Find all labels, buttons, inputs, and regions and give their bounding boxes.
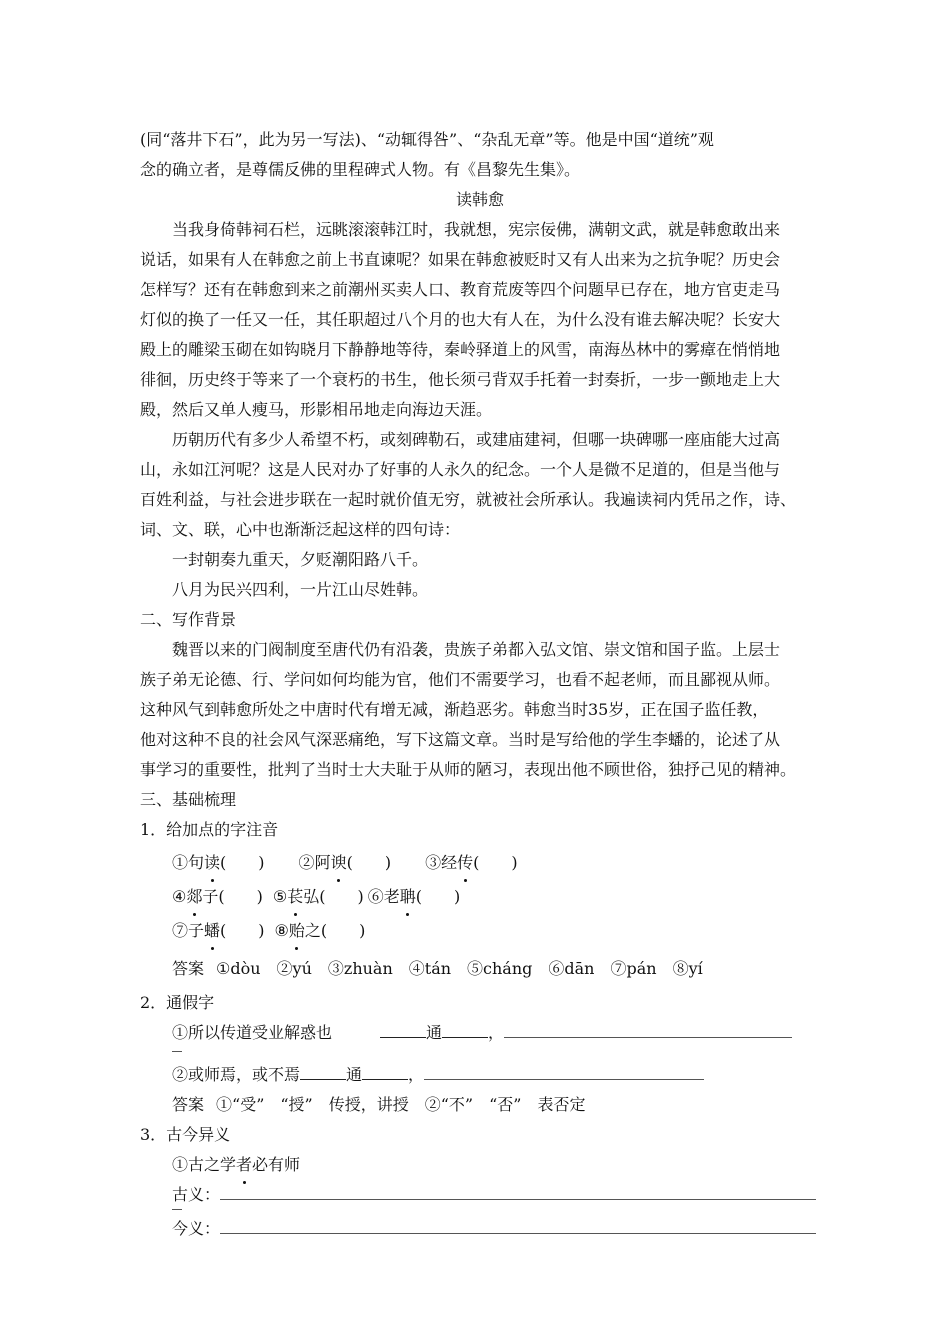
answer-label: 答案 xyxy=(172,959,205,978)
dotted-char: 苌 xyxy=(287,883,303,911)
dotted-char: 聃 xyxy=(400,883,416,911)
dotted-char: 谀 xyxy=(331,849,347,877)
essay-p1-line: 殿，然后又单人瘦马，形影相吊地走向海边天涯。 xyxy=(140,400,493,419)
answer-paren[interactable]: ( ) xyxy=(473,853,518,872)
pinyin-item: ⑤苌弘( ) xyxy=(273,887,364,906)
fill-blank[interactable] xyxy=(300,1061,346,1080)
dotted-char: 蟠 xyxy=(204,917,220,945)
fill-blank[interactable] xyxy=(380,1019,426,1038)
intro-line-2: 念的确立者，是尊儒反佛的里程碑式人物。有《昌黎先生集》。 xyxy=(140,160,581,179)
q2-item-1: ①所以传道受业解惑也 通 ， xyxy=(172,1019,792,1047)
pinyin-row-3 xyxy=(172,917,365,945)
q2-item-2: ②或师焉，或不焉 通 ， xyxy=(172,1061,704,1089)
answer-paren[interactable]: ( ) xyxy=(218,887,263,906)
poem-line-2: 八月为民兴四利，一片江山尽姓韩。 xyxy=(172,580,429,599)
ancient-meaning-rule[interactable] xyxy=(220,1181,816,1200)
pinyin-item: ⑥老聃( ) xyxy=(368,887,461,906)
background-line: 魏晋以来的门阀制度至唐代仍有沿袭，贵族子弟都入弘文馆、崇文馆和国子监。上层士 xyxy=(172,640,781,659)
pinyin-item: ③经传( ) xyxy=(425,853,518,872)
pinyin-row-2 xyxy=(172,883,460,911)
dotted-char: 读 xyxy=(204,849,220,877)
answer-paren[interactable]: ( ) xyxy=(220,853,265,872)
q3-item-1: ①古之学者必有师 xyxy=(172,1151,300,1179)
essay-title: 读韩愈 xyxy=(455,190,504,209)
answer-paren[interactable]: ( ) xyxy=(319,887,364,906)
pinyin-item: ⑦子蟠( ) xyxy=(172,921,265,940)
essay-p1-line: 说话，如果有人在韩愈之前上书直谏呢？如果在韩愈被贬时又有人出来为之抗争呢？历史会 xyxy=(140,250,781,269)
essay-p2-line: 山，永如江河呢？这是人民对办了好事的人永久的纪念。一个人是微不足道的，但是当他与 xyxy=(140,460,781,479)
background-line: 他对这种不良的社会风气深恶痛绝，写下这篇文章。当时是写给他的学生李蟠的，论述了从 xyxy=(140,730,781,749)
q2-title: 2．通假字 xyxy=(140,993,215,1012)
answer-label: 答案 xyxy=(172,1095,205,1114)
essay-p1-line: 当我身倚韩祠石栏，远眺滚滚韩江时，我就想，宪宗佞佛，满朝文武，就是韩愈敢出来 xyxy=(172,220,781,239)
fill-rule[interactable] xyxy=(504,1019,792,1038)
wrap-rule-stub xyxy=(172,1209,182,1210)
section-heading-background: 二、写作背景 xyxy=(140,610,237,629)
pinyin-item: ⑧贻之( ) xyxy=(275,921,366,940)
q1-title: 1．给加点的字注音 xyxy=(140,820,279,839)
essay-p1-line: 殿上的雕梁玉砌在如钩晓月下静静地等待，秦岭驿道上的风雪，南海丛林中的雾瘴在悄悄地 xyxy=(140,340,781,359)
fill-blank[interactable] xyxy=(442,1019,488,1038)
essay-p1-line: 怎样写？还有在韩愈到来之前潮州买卖人口、教育荒废等四个问题早已存在，地方官吏走马 xyxy=(140,280,781,299)
dotted-char: 者 xyxy=(236,1151,252,1179)
answer-paren[interactable]: ( ) xyxy=(220,921,265,940)
essay-p2-line: 词、文、联，心中也渐渐泛起这样的四句诗： xyxy=(140,520,461,539)
essay-p2-line: 百姓利益，与社会进步联在一起时就价值无穷，就被社会所承认。我遍读祠内凭吊之作，诗、 xyxy=(140,490,797,509)
dotted-char: 郯 xyxy=(186,883,202,911)
answer-text: ①dòu ②yú ③zhuàn ④tán ⑤cháng ⑥dān ⑦pán ⑧yí xyxy=(216,959,703,978)
q1-answer xyxy=(172,955,703,983)
answer-text: ①“受” “授” 传授，讲授 ②“不” “否” 表否定 xyxy=(216,1095,586,1114)
essay-p2-line: 历朝历代有多少人希望不朽，或刻碑勒石，或建庙建祠，但哪一块碑哪一座庙能大过高 xyxy=(172,430,781,449)
wrap-rule-stub xyxy=(172,1051,182,1052)
answer-paren[interactable]: ( ) xyxy=(320,921,366,940)
q3-title: 3．古今异义 xyxy=(140,1125,231,1144)
essay-p1-line: 灯似的换了一任又一任，其任职超过八个月的也大有人在，为什么没有谁去解决呢？长安大 xyxy=(140,310,781,329)
pinyin-item: ④郯子( ) xyxy=(172,887,263,906)
pinyin-item: ②阿谀( ) xyxy=(299,853,392,872)
fill-blank[interactable] xyxy=(362,1061,408,1080)
answer-paren[interactable]: ( ) xyxy=(415,887,461,906)
dotted-char: 传 xyxy=(457,849,473,877)
essay-p1-line: 徘徊，历史终于等来了一个衰朽的书生，他长须弓背双手托着一封奏折，一步一颤地走上大 xyxy=(140,370,781,389)
q2-answer xyxy=(172,1091,585,1119)
modern-meaning-row: 今义： xyxy=(172,1215,816,1243)
section-heading-basics: 三、基础梳理 xyxy=(140,790,237,809)
modern-meaning-rule[interactable] xyxy=(220,1215,816,1234)
answer-paren[interactable]: ( ) xyxy=(346,853,392,872)
dotted-char: 贻 xyxy=(289,917,305,945)
poem-line-1: 一封朝奏九重天，夕贬潮阳路八千。 xyxy=(172,550,429,569)
pinyin-row-1 xyxy=(172,849,518,877)
intro-line-1: (同“落井下石”，此为另一写法)、“动辄得咎”、“杂乱无章”等。他是中国“道统”观 xyxy=(140,130,714,149)
background-line: 这种风气到韩愈所处之中唐时代有增无减，渐趋恶劣。韩愈当时35岁，正在国子监任教， xyxy=(140,700,769,719)
ancient-meaning-row: 古义： xyxy=(172,1181,816,1209)
background-line: 族子弟无论德、行、学问如何均能为官，他们不需要学习，也看不起老师，而且鄙视从师。 xyxy=(140,670,781,689)
background-line: 事学习的重要性，批判了当时士大夫耻于从师的陋习，表现出他不顾世俗，独抒己见的精神。 xyxy=(140,760,797,779)
fill-rule[interactable] xyxy=(424,1061,704,1080)
pinyin-item: ①句读( ) xyxy=(172,853,265,872)
